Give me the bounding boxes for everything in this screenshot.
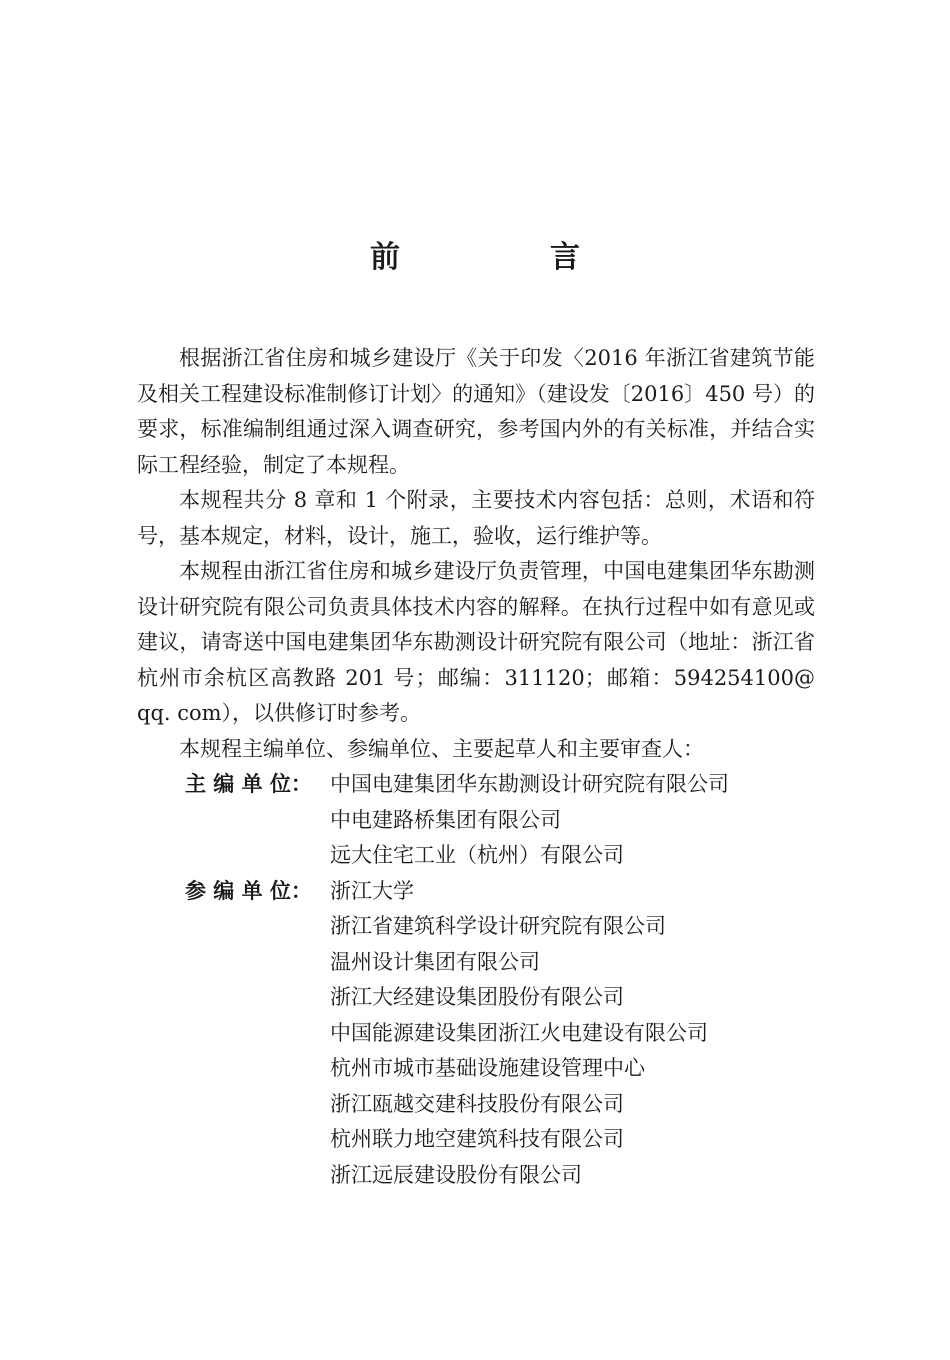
org-name: 浙江省建筑科学设计研究院有限公司 [330, 914, 666, 938]
chief-editor-label: 主 编 单 位： [185, 772, 312, 796]
org-name: 浙江大学 [330, 878, 414, 903]
chief-editor-units [137, 767, 815, 874]
org-name: 杭州联力地空建筑科技有限公司 [330, 1127, 624, 1151]
org-name: 中国电建集团华东勘测设计研究院有限公司 [330, 772, 729, 796]
org-row [137, 767, 815, 803]
org-name: 杭州市城市基础设施建设管理中心 [330, 1056, 645, 1080]
co-editor-units [137, 874, 815, 1194]
org-row [137, 1016, 815, 1052]
org-row [137, 1051, 815, 1087]
org-name: 中电建路桥集团有限公司 [330, 807, 561, 832]
org-row [137, 874, 815, 910]
org-name: 浙江瓯越交建科技股份有限公司 [330, 1091, 624, 1116]
org-row [137, 909, 815, 945]
org-name: 浙江远辰建设股份有限公司 [330, 1162, 582, 1187]
paragraph-contents: 本规程共分 8 章和 1 个附录，主要技术内容包括：总则，术语和符号，基本规定，材料，设计，施工，验收，运行维护等。 [137, 488, 815, 548]
org-name: 远大住宅工业（杭州）有限公司 [330, 843, 624, 867]
paragraph-basis: 根据浙江省住房和城乡建设厅《关于印发〈2016 年浙江省建筑节能及相关工程建设标准制修订计划〉的通知》（建设发〔2016〕450 号）的要求，标准编制组通过深入调查研究，参考国内外的有关标准，并结合实际工程经验，制定了本规程。 [137, 346, 815, 477]
org-name: 浙江大经建设集团股份有限公司 [330, 985, 624, 1009]
paragraph-units-intro: 本规程主编单位、参编单位、主要起草人和主要审查人： [179, 736, 704, 761]
org-row [137, 945, 815, 981]
org-row [137, 803, 815, 839]
org-name: 中国能源建设集团浙江火电建设有限公司 [330, 1020, 708, 1045]
org-row [137, 980, 815, 1016]
org-row [137, 1122, 815, 1158]
org-row [137, 1087, 815, 1123]
paragraph-management: 本规程由浙江省住房和城乡建设厅负责管理，中国电建集团华东勘测设计研究院有限公司负责具体技术内容的解释。在执行过程中如有意见或建议，请寄送中国电建集团华东勘测设计研究院有限公司（地址：浙江省杭州市余杭区高教路 201 号；邮编：311120；邮箱：594254100@ qq. com），以供修订时参考。 [137, 559, 815, 725]
page-title: 前 言 [370, 240, 640, 275]
preface-body [137, 341, 815, 1193]
org-row [137, 1158, 815, 1194]
org-row [137, 838, 815, 874]
org-name: 温州设计集团有限公司 [330, 949, 540, 974]
co-editor-label: 参 编 单 位： [185, 878, 312, 903]
